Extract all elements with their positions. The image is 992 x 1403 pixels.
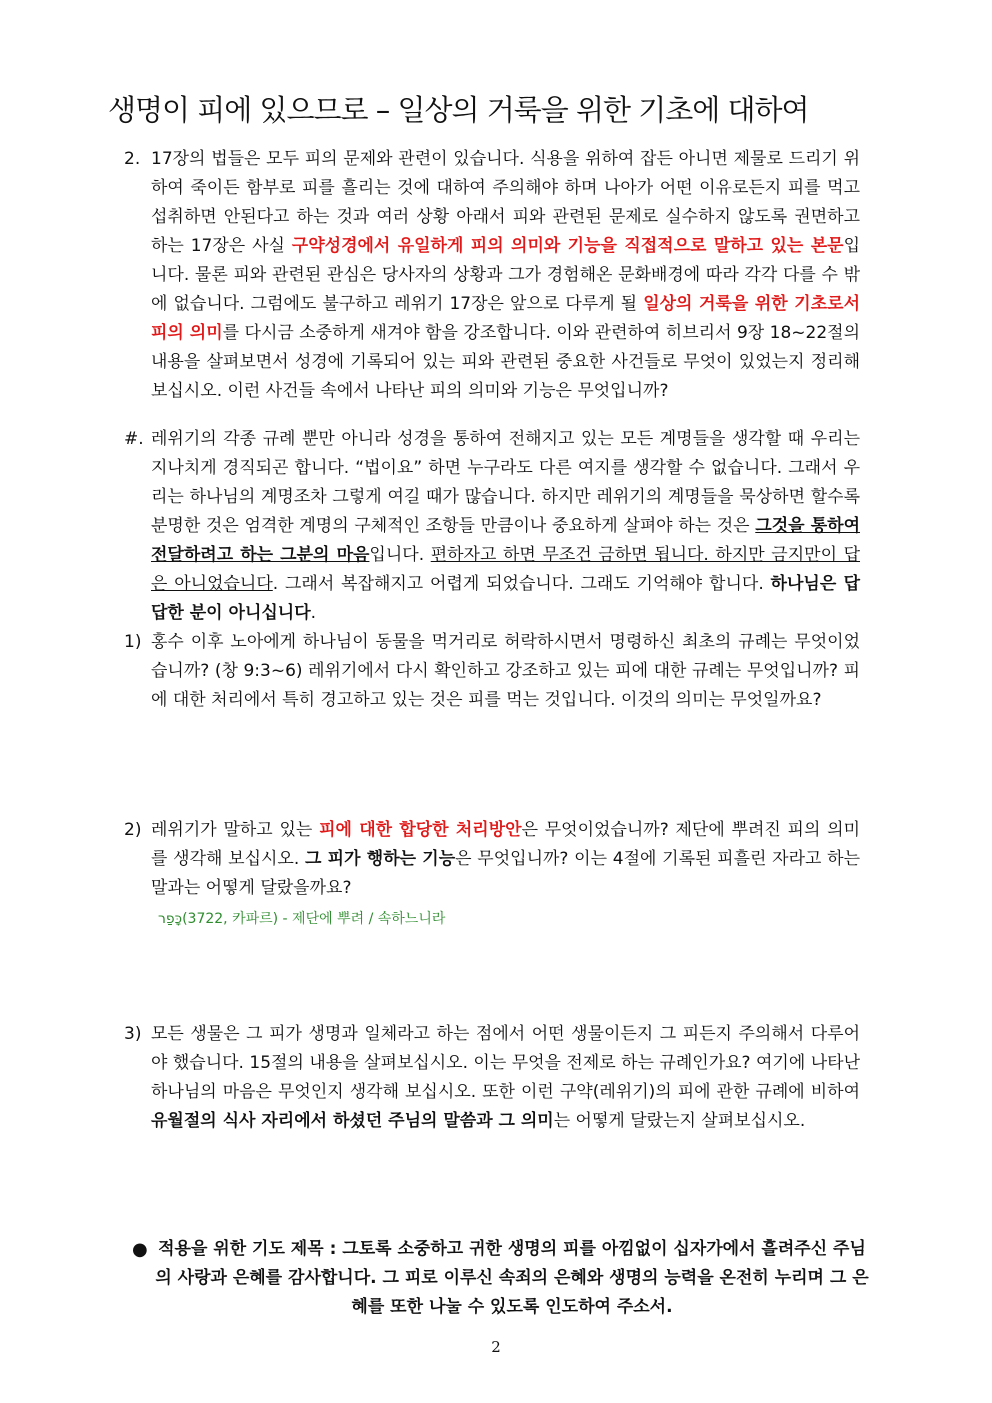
hash-section-text (151, 425, 860, 628)
prayer-body: 그토록 소중하고 귀한 생명의 피를 아낌없이 십자가에서 흘려주신 주님의 사랑과 은혜를 감사합니다. 그 피로 이루신 속죄의 은혜와 생명의 능력을 온전히 누리며 그 은혜를 또한 나눌 수 있도록 인도하여 주소서. (155, 1239, 869, 1317)
question-3-marker: 3) (124, 1024, 142, 1044)
prayer-label: 적용을 위한 기도 제목 : (158, 1239, 343, 1259)
question-2-text-c: 은 무엇입니까? 이는 4절에 기록된 피흘린 자라고 하는 말과는 어떻게 달랐을까요? (151, 849, 860, 898)
question-3-text-b: 는 어떻게 달랐는지 살펴보십시오. (553, 1111, 806, 1131)
section-2-marker: 2. (124, 149, 141, 169)
section-2-highlight-1: 구약성경에서 유일하게 피의 의미와 기능을 직접적으로 말하고 있는 본문 (291, 236, 844, 256)
hash-text-c: . 그래서 복잡해지고 어렵게 되었습니다. 그래도 기억해야 합니다. (272, 574, 771, 594)
hash-section-marker: #. (124, 429, 144, 449)
bullet-icon: ● (132, 1239, 148, 1260)
hash-text-a: 레위기의 각종 규례 뿐만 아니라 성경을 통하여 전해지고 있는 모든 계명들을 생각할 때 우리는 지나치게 경직되곤 합니다. “법이요” 하면 누구라도 다른 여지를 생각할 수 없습니다. 그래서 우리는 하나님의 계명조차 그렇게 여길 때가 많습니다. 하지만 레위기의 계명들을 묵상하면 할수록 분명한 것은 엄격한 계명의 구체적인 조항들 만큼이나 중요하게 살펴야 하는 것은 (151, 429, 860, 536)
question-2-text-b: 은 무엇이었습니까? 제단에 뿌려진 피의 의미를 생각해 보십시오. (151, 820, 861, 869)
question-3-text (151, 1020, 860, 1136)
section-2-text-a: 17장의 법들은 모두 피의 문제와 관련이 있습니다. 식용을 위하여 잡든 아니면 제물로 드리기 위하여 죽이든 함부로 피를 흘리는 것에 대하여 주의해야 하며 나아가 어떤 이유로든지 피를 먹고 섭취하면 안된다고 하는 것과 여러 상황 아래서 피와 관련된 문제로 실수하지 않도록 권면하고 하는 17장은 사실 (151, 149, 860, 256)
hash-emphasis-end: 하나님은 답답한 분이 아니십니다 (151, 574, 860, 623)
page-title: 생명이 피에 있으므로 – 일상의 거룩을 위한 기초에 대하여 (108, 93, 809, 127)
question-1-marker: 1) (124, 632, 142, 652)
section-2 (124, 145, 860, 406)
prayer-section (128, 1235, 870, 1322)
question-2-text-a: 레위기가 말하고 있는 (151, 820, 320, 840)
hash-text-d: . (310, 603, 317, 623)
hash-underline: 편하자고 하면 무조건 금하면 됩니다. 하지만 금지만이 답은 아니었습니다 (151, 545, 861, 594)
question-1 (124, 628, 860, 715)
question-3-text-a: 모든 생물은 그 피가 생명과 일체라고 하는 점에서 어떤 생물이든지 그 피든지 주의해서 다루어야 했습니다. 15절의 내용을 살펴보십시오. 이는 무엇을 전제로 하는 규례인가요? 여기에 나타난 하나님의 마음은 무엇인지 생각해 보십시오. 또한 이런 구약(레위기)의 피에 관한 규례에 비하여 (151, 1024, 860, 1102)
hash-section (124, 425, 861, 628)
section-2-text-c: 를 다시금 소중하게 새겨야 함을 강조합니다. 이와 관련하여 히브리서 9장 18~22절의 내용을 살펴보면서 성경에 기록되어 있는 피와 관련된 중요한 사건들로 무엇이 있었는지 정리해 보십시오. 이런 사건들 속에서 나타난 피의 의미와 기능은 무엇입니까? (151, 323, 860, 401)
question-2-highlight: 피에 대한 합당한 처리방안 (319, 820, 522, 840)
page-number: 2 (491, 1338, 501, 1356)
question-3 (124, 1020, 860, 1136)
question-2-marker: 2) (124, 820, 142, 840)
hash-text-b: 입니다. (369, 545, 431, 565)
question-1-text: 홍수 이후 노아에게 하나님이 동물을 먹거리로 허락하시면서 명령하신 최초의 규례는 무엇이었습니까? (창 9:3~6) 레위기에서 다시 확인하고 강조하고 있는 피에 대한 규례는 무엇입니까? 피에 대한 처리에서 특히 경고하고 있는 것은 피를 먹는 것입니다. 이것의 의미는 무엇일까요? (151, 632, 860, 710)
hebrew-word-note: כָּפַר(3722, 카파르) - 제단에 뿌려 / 속하느니라 (158, 911, 446, 927)
question-2-text (151, 816, 860, 903)
question-2-emphasis: 그 피가 행하는 기능 (305, 849, 456, 869)
section-2-text-b: 입니다. 물론 피와 관련된 관심은 당사자의 상황과 그가 경험해온 문화배경에 따라 각각 다를 수 밖에 없습니다. 그럼에도 불구하고 레위기 17장은 앞으로 다루게 될 (151, 236, 860, 314)
question-2 (124, 816, 861, 903)
question-3-emphasis: 유월절의 식사 자리에서 하셨던 주님의 말씀과 그 의미 (151, 1111, 554, 1131)
section-2-text (151, 145, 860, 406)
hash-emphasis-heart: 그것을 통하여 전달하려고 하는 그분의 마음 (151, 516, 860, 565)
prayer-text (154, 1235, 870, 1322)
section-2-highlight-2: 일상의 거룩을 위한 기초로서 피의 의미 (151, 294, 860, 343)
